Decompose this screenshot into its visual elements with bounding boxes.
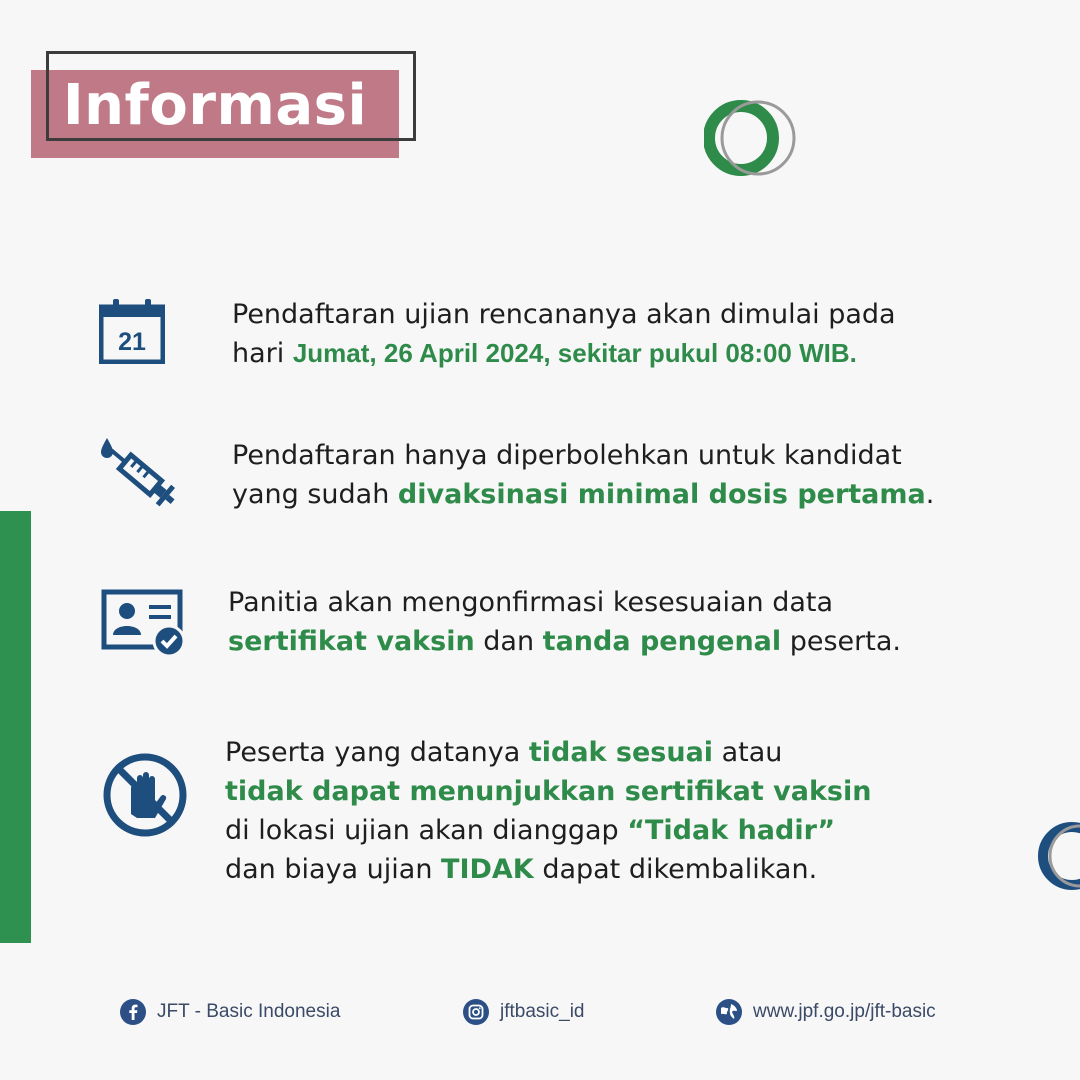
item-line xyxy=(232,475,934,514)
item-line xyxy=(232,334,896,373)
globe-icon xyxy=(715,998,743,1026)
item-registration-date xyxy=(232,295,896,373)
text-segment: hari xyxy=(232,338,293,369)
decorative-rings xyxy=(704,98,800,180)
highlight-text: divaksinasi minimal dosis pertama xyxy=(397,479,926,510)
footer-instagram-label: jftbasic_id xyxy=(500,1001,585,1022)
highlight-text: tidak sesuai xyxy=(528,737,714,768)
text-segment: yang sudah xyxy=(232,479,398,510)
text-segment: . xyxy=(925,479,935,510)
item-line xyxy=(225,811,871,850)
instagram-icon xyxy=(462,998,490,1026)
text-segment: dan biaya ujian xyxy=(225,854,442,885)
item-absence-warning xyxy=(225,733,871,889)
side-accent-bar xyxy=(0,511,31,943)
item-line xyxy=(228,622,901,661)
footer-website-link[interactable] xyxy=(715,995,936,1029)
text-segment: dapat dikembalikan. xyxy=(533,854,818,885)
item-document-check xyxy=(228,583,901,661)
calendar-day: 21 xyxy=(118,328,146,356)
id-card-check-icon xyxy=(101,589,187,659)
page-title: Informasi xyxy=(62,73,368,138)
item-line: Panitia akan mengonfirmasi kesesuaian data xyxy=(228,587,834,618)
footer-facebook-label: JFT - Basic Indonesia xyxy=(157,1001,341,1022)
highlight-text: tidak dapat menunjukkan sertifikat vaksin xyxy=(225,776,872,807)
item-line xyxy=(225,733,871,772)
calendar-icon xyxy=(99,298,165,364)
facebook-icon xyxy=(119,998,147,1026)
item-line: Pendaftaran ujian rencananya akan dimulai pada xyxy=(232,299,896,330)
item-line: Pendaftaran hanya diperbolehkan untuk kandidat xyxy=(232,440,902,471)
text-segment: di lokasi ujian akan dianggap xyxy=(225,815,628,846)
text-segment: atau xyxy=(713,737,783,768)
text-segment: dan xyxy=(474,626,543,657)
footer-instagram-link[interactable] xyxy=(462,995,585,1029)
highlight-text: “Tidak hadir” xyxy=(627,815,836,846)
item-line xyxy=(225,850,871,889)
item-line xyxy=(225,772,871,811)
highlight-text: TIDAK xyxy=(441,854,534,885)
highlight-text: sertifikat vaksin xyxy=(228,626,475,657)
syringe-icon xyxy=(98,436,180,508)
text-segment: Peserta yang datanya xyxy=(225,737,529,768)
footer-facebook-link[interactable] xyxy=(119,995,340,1029)
highlight-date: Jumat, 26 April 2024, sekitar pukul 08:00 WIB. xyxy=(292,338,857,368)
decorative-rings-right xyxy=(1036,820,1080,892)
text-segment: peserta. xyxy=(781,626,901,657)
no-hand-icon xyxy=(101,752,189,838)
footer-website-label: www.jpf.go.jp/jft-basic xyxy=(753,1001,936,1022)
highlight-text: tanda pengenal xyxy=(542,626,782,657)
item-vaccination-requirement xyxy=(232,436,934,514)
